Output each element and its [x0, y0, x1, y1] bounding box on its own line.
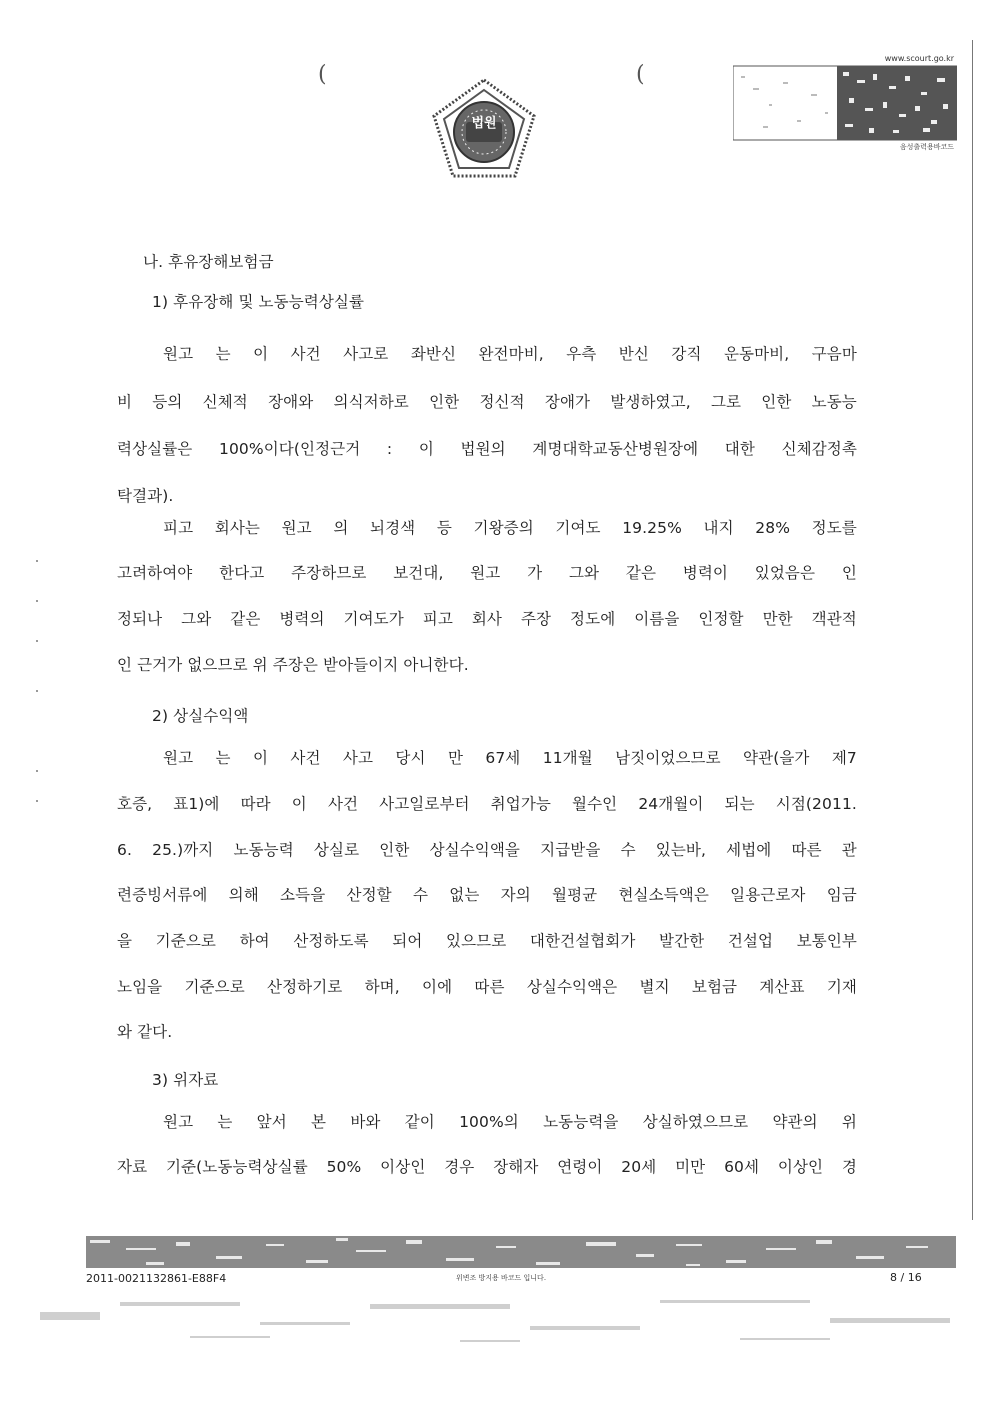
word: 본 — [311, 1113, 327, 1131]
word: 가 — [527, 564, 543, 582]
word: 신체감정촉 — [781, 440, 857, 458]
word: 주장 — [520, 610, 552, 628]
word: 인정할 — [698, 610, 744, 628]
word: 제7 — [831, 749, 857, 767]
voice-barcode-icon — [733, 64, 957, 142]
word: 계산표 — [759, 978, 805, 996]
word: 바와 — [350, 1113, 381, 1131]
word: 소득을 — [280, 886, 326, 904]
word: 계명대학교동산병원장에 — [532, 440, 699, 458]
word: 발생하였고, — [610, 393, 691, 411]
word: 이 — [418, 440, 434, 458]
word: 따른 — [791, 841, 822, 859]
word: 상실로 — [313, 841, 360, 859]
subsection-title-2: 2) 상실수익액 — [152, 707, 249, 725]
word: 되는 — [724, 795, 755, 813]
word: 고려하여야 — [117, 564, 193, 582]
paragraph-line — [163, 518, 857, 538]
word: 신체적 — [202, 393, 248, 411]
word: 월평균 — [552, 886, 598, 904]
paragraph-line — [117, 1157, 857, 1177]
word: 법원의 — [460, 440, 506, 458]
word: 사고로 — [343, 345, 389, 363]
word: 기준(노동능력상실률 — [165, 1158, 308, 1176]
scan-artifact-left: ( — [318, 62, 327, 87]
word: 정신적 — [479, 393, 525, 411]
word: 사건 — [290, 345, 321, 363]
paragraph-line — [163, 748, 857, 768]
word: 의식저하로 — [333, 393, 409, 411]
word: 만 — [447, 749, 464, 767]
word: 인 — [841, 564, 857, 582]
word: 원고 — [163, 1113, 194, 1131]
paragraph-line — [117, 840, 857, 860]
word: 보통인부 — [796, 932, 857, 950]
scan-artifact-right: ( — [636, 62, 645, 87]
page-number: 8 / 16 — [890, 1271, 922, 1284]
word: 표1)에 — [173, 795, 220, 813]
seal-label: 법원 — [471, 116, 497, 131]
word: 기여도가 — [343, 610, 404, 628]
word: 약관의 — [772, 1113, 818, 1131]
word: 임금 — [826, 886, 857, 904]
word: 자의 — [500, 886, 531, 904]
word: 월수인 — [572, 795, 618, 813]
word: 있는바, — [655, 841, 707, 859]
word: 60세 — [724, 1158, 760, 1176]
word: 기재 — [826, 978, 857, 996]
word: 위 — [841, 1113, 857, 1131]
word: 병력이 — [682, 564, 729, 582]
word: : — [386, 440, 393, 458]
word: 그와 — [181, 610, 212, 628]
word: 만한 — [762, 610, 793, 628]
word: 산정하기로 — [267, 978, 343, 996]
word: 하며, — [364, 978, 400, 996]
word: 피고 — [163, 519, 194, 537]
word: 11개월 — [542, 749, 593, 767]
word: 좌반신 — [410, 345, 457, 363]
word: 의해 — [228, 886, 259, 904]
paragraph-line — [117, 609, 857, 629]
word: 경 — [841, 1158, 857, 1176]
word: 산정할 — [346, 886, 392, 904]
word: 노동능력을 — [543, 1113, 619, 1131]
word: 내지 — [703, 519, 734, 537]
qr-caption: 음성출력용바코드 — [899, 143, 954, 151]
word: 28% — [755, 519, 791, 537]
word: 같은 — [230, 610, 261, 628]
word: 앞서 — [256, 1113, 287, 1131]
section-heading: 나. 후유장해보험금 — [143, 253, 274, 271]
word: 기준으로 — [184, 978, 245, 996]
word: 는 — [215, 345, 231, 363]
word: 주장하므로 — [291, 564, 367, 582]
word: 기여도 — [555, 519, 601, 537]
word: 정되나 — [117, 610, 163, 628]
word: 25.)까지 — [152, 841, 214, 859]
word: 이름을 — [634, 610, 680, 628]
word: 있으므로 — [446, 932, 507, 950]
word: 련증빙서류에 — [117, 886, 208, 904]
word: 인한 — [429, 393, 460, 411]
word: 사건 — [290, 749, 321, 767]
word: 장애가 — [544, 393, 591, 411]
word: 정도를 — [811, 519, 857, 537]
word: 연령이 — [557, 1158, 603, 1176]
word: 현실소득액은 — [618, 886, 709, 904]
word: 그와 — [568, 564, 600, 582]
paragraph-line — [117, 885, 857, 905]
word: 지급받을 — [540, 841, 601, 859]
word: 회사는 — [214, 519, 260, 537]
word: 장해자 — [493, 1158, 539, 1176]
paragraph-line — [117, 977, 857, 997]
word: 관 — [841, 841, 857, 859]
word: 뇌경색 — [370, 519, 416, 537]
anti-forgery-barcode-icon — [86, 1236, 956, 1268]
word: 는 — [215, 749, 231, 767]
word: 따라 — [240, 795, 271, 813]
subsection-title-3: 3) 위자료 — [152, 1071, 219, 1089]
word: 한다고 — [219, 564, 265, 582]
word: 이 — [252, 749, 269, 767]
word: 사고일로부터 — [379, 795, 470, 813]
word: 사건 — [327, 795, 359, 813]
paragraph-line — [163, 344, 857, 364]
paragraph-line: 인 근거가 없으므로 위 주장은 받아들이지 아니한다. — [117, 656, 469, 674]
court-seal-icon — [428, 76, 540, 188]
paragraph-line — [117, 931, 857, 951]
word: 우측 — [566, 345, 597, 363]
word: 하여 — [239, 932, 270, 950]
word: 대한 — [724, 440, 755, 458]
word: 강직 — [671, 345, 702, 363]
word: 이 — [253, 345, 269, 363]
word: 수 — [412, 886, 429, 904]
word: 이상인 — [380, 1158, 426, 1176]
word: 대한건설협회가 — [529, 932, 636, 950]
word: 따른 — [474, 978, 505, 996]
word: 는 — [217, 1113, 233, 1131]
word: 경우 — [444, 1158, 475, 1176]
word: 병력의 — [279, 610, 325, 628]
word: 비 — [117, 393, 133, 411]
word: 없는 — [449, 886, 480, 904]
word: 67세 — [485, 749, 521, 767]
word: 사고 — [342, 749, 374, 767]
word: 100%이다(인정근거 — [218, 440, 361, 458]
word: 상실수익액은 — [526, 978, 618, 996]
word: 19.25% — [622, 519, 682, 537]
word: 그로 — [710, 393, 742, 411]
word: 보건대, — [393, 564, 444, 582]
word: 같은 — [625, 564, 657, 582]
word: 노임을 — [117, 978, 163, 996]
word: 시점(2011. — [775, 795, 857, 813]
word: 보험금 — [691, 978, 738, 996]
word: 노동능 — [811, 393, 857, 411]
scan-noise-band — [40, 1292, 955, 1352]
document-id: 2011-0021132861-E88F4 — [86, 1272, 227, 1285]
subsection-title-1: 1) 후유장해 및 노동능력상실률 — [152, 293, 365, 311]
word: 별지 — [639, 978, 670, 996]
page-edge-rule — [972, 40, 973, 1220]
barcode-note: 위변조 방지용 바코드 입니다. — [456, 1274, 547, 1282]
word: 건설업 — [727, 932, 774, 950]
word: 이에 — [422, 978, 453, 996]
word: 상실수익액을 — [429, 841, 521, 859]
word: 세법에 — [726, 841, 772, 859]
paragraph-line: 와 같다. — [117, 1023, 173, 1041]
paragraph-line — [117, 563, 857, 583]
word: 일용근로자 — [730, 886, 806, 904]
word: 인한 — [379, 841, 410, 859]
word: 원고 — [163, 345, 194, 363]
word: 50% — [326, 1158, 362, 1176]
word: 상실하였으므로 — [642, 1113, 749, 1131]
word: 등 — [436, 519, 452, 537]
word: 회사 — [471, 610, 503, 628]
word: 취업가능 — [490, 795, 551, 813]
word: 객관적 — [811, 610, 857, 628]
word: 력상실률은 — [117, 440, 193, 458]
word: 자료 — [117, 1158, 148, 1176]
word: 원고 — [163, 749, 194, 767]
word: 이상인 — [777, 1158, 824, 1176]
word: 24개월이 — [638, 795, 704, 813]
word: 미만 — [675, 1158, 706, 1176]
word: 피고 — [422, 610, 453, 628]
word: 산정하도록 — [293, 932, 369, 950]
word: 수 — [620, 841, 636, 859]
word: 노동능력 — [233, 841, 294, 859]
paragraph-line — [117, 794, 857, 814]
word: 기준으로 — [155, 932, 216, 950]
paragraph-line: 탁결과). — [117, 487, 174, 505]
word: 6. — [117, 841, 132, 859]
word: 100%의 — [459, 1113, 519, 1131]
word: 을 — [117, 932, 133, 950]
paragraph-line — [117, 392, 857, 412]
word: 원고 — [470, 564, 501, 582]
word: 호증, — [117, 795, 153, 813]
paragraph-line — [117, 439, 857, 459]
word: 장애와 — [268, 393, 314, 411]
word: 발간한 — [659, 932, 705, 950]
word: 운동마비, — [723, 345, 790, 363]
word: 반신 — [618, 345, 649, 363]
word: 의 — [333, 519, 349, 537]
word: 되어 — [392, 932, 423, 950]
word: 남짓이었으므로 — [615, 749, 721, 767]
word: 약관(을가 — [743, 749, 810, 767]
word: 등의 — [152, 393, 183, 411]
word: 같이 — [404, 1113, 435, 1131]
word: 이 — [291, 795, 307, 813]
qr-url: www.scourt.go.kr — [884, 54, 954, 63]
word: 20세 — [621, 1158, 657, 1176]
paragraph-line — [163, 1112, 857, 1132]
word: 구음마 — [811, 345, 857, 363]
word: 기왕증의 — [473, 519, 534, 537]
word: 원고 — [281, 519, 312, 537]
word: 있었음은 — [754, 564, 816, 582]
word: 인한 — [761, 393, 792, 411]
word: 완전마비, — [478, 345, 544, 363]
word: 당시 — [395, 749, 426, 767]
word: 정도에 — [570, 610, 616, 628]
